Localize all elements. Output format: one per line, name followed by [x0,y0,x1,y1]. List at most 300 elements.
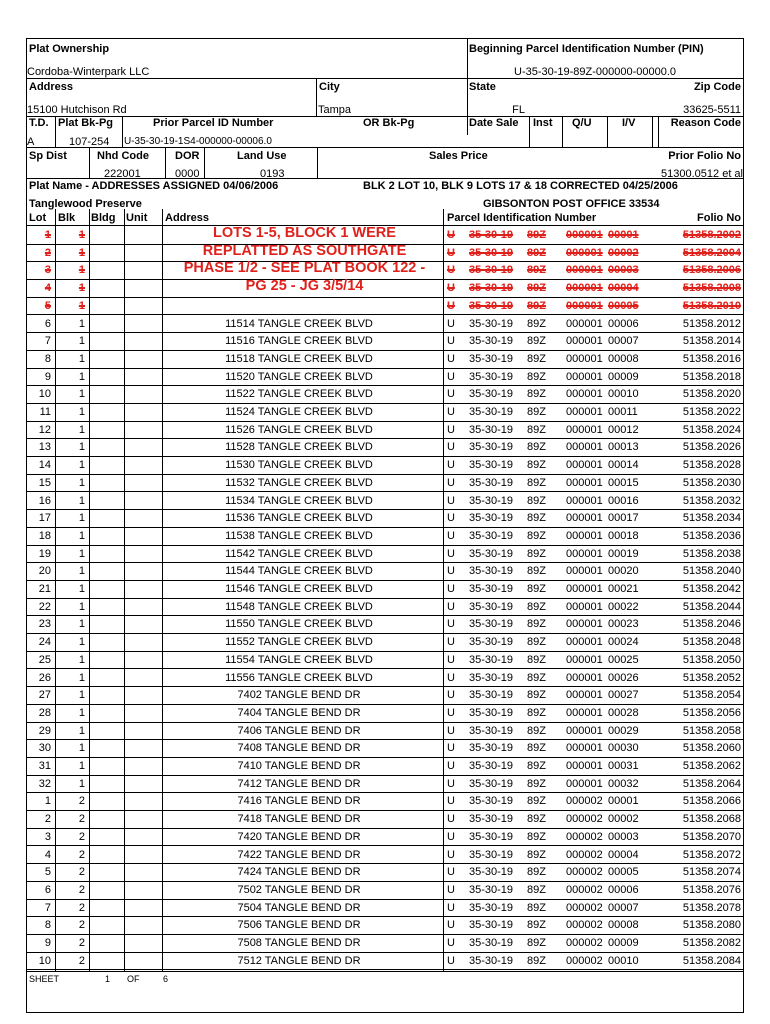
pin-block-cell: 000001 [566,317,603,330]
pin-lot-cell: 00017 [608,512,639,525]
pin-lot-cell: 00015 [608,476,639,489]
address-cell: 7504 TANGLE BEND DR [237,901,361,914]
pin-section-cell: 35-30-19 [469,299,514,312]
blk-cell: 2 [78,813,85,826]
pin-section-cell: 35-30-19 [469,883,514,896]
pin-lot-cell: 00029 [608,724,639,737]
pin-sub-cell: 89Z [527,282,546,295]
prior-parcel-value: U-35-30-19-1S4-000000-00006.0 [124,136,272,147]
table-row [27,670,743,688]
sp-dist-label: Sp Dist [29,150,67,162]
address-cell: 11534 TANGLE CREEK BLVD [225,494,373,507]
folio-cell: 51358.2062 [682,760,741,772]
table-row [27,882,743,900]
blk-cell: 1 [78,742,85,755]
table-row [27,404,743,422]
pin-prefix-cell: U [447,653,455,666]
table-row [27,351,743,369]
plat-name-line: Plat Name - ADDRESSES ASSIGNED 04/06/2006 [29,180,279,192]
pin-prefix-cell: U [447,742,455,755]
pin-prefix-cell: U [447,264,455,277]
pin-block-cell: 000001 [566,388,603,401]
lot-cell: 7 [44,901,51,914]
pin-sub-cell: 89Z [527,246,546,259]
lot-cell: 26 [38,671,51,684]
pin-sub-cell: 89Z [527,919,546,932]
pin-block-cell: 000001 [566,476,603,489]
lot-cell: 19 [38,547,51,560]
lot-cell: 7 [44,335,51,348]
lot-cell: 32 [38,777,51,790]
table-row [27,917,743,935]
col-bldg: Bldg [91,212,116,224]
pin-lot-cell: 00016 [608,494,639,507]
city-label: City [319,81,340,93]
address-cell: 11544 TANGLE CREEK BLVD [225,565,373,578]
pin-sub-cell: 89Z [527,600,546,613]
address-cell: 11516 TANGLE CREEK BLVD [225,335,373,348]
pin-lot-cell: 00004 [608,848,639,861]
pin-block-cell: 000001 [566,406,603,418]
pin-sub-cell: 89Z [527,229,546,241]
folio-cell: 51358.2012 [682,317,741,330]
pin-block-cell: 000001 [566,246,603,259]
pin-lot-cell: 00025 [608,653,639,666]
replat-note-line: PG 25 - JG 3/5/14 [245,278,364,295]
pin-lot-cell: 00019 [608,547,639,560]
plat-ownership-sheet [26,38,744,1013]
blk-cell: 2 [78,830,85,843]
pin-block-cell: 000001 [566,742,603,755]
blk-cell: 1 [78,317,85,330]
pin-sub-cell: 89Z [527,760,546,772]
pin-sub-cell: 89Z [527,901,546,914]
folio-cell: 51358.2004 [682,246,741,259]
subdivision-name: Tanglewood Preserve [29,198,142,210]
pin-prefix-cell: U [447,937,455,949]
lot-cell: 29 [38,724,51,737]
folio-cell: 51358.2084 [682,954,741,967]
pin-sub-cell: 89Z [527,724,546,737]
col-address: Address [165,212,210,224]
pin-block-cell: 000001 [566,636,603,649]
pin-section-cell: 35-30-19 [469,795,514,808]
plat-ownership-value: Cordoba-Winterpark LLC [27,66,150,78]
pin-lot-cell: 00012 [608,423,639,436]
pin-lot-cell: 00010 [608,954,639,967]
pin-lot-cell: 00005 [608,866,639,879]
address-cell: 11526 TANGLE CREEK BLVD [225,423,373,436]
folio-cell: 51358.2010 [682,299,741,312]
blk-cell: 1 [78,388,85,401]
blk-cell: 1 [78,352,85,365]
table-row [27,811,743,829]
address-cell: 7410 TANGLE BEND DR [237,760,361,772]
pin-block-cell: 000001 [566,494,603,507]
table-row [27,510,743,528]
blk-cell: 2 [78,901,85,914]
plat-bkpg-label: Plat Bk-Pg [58,117,114,129]
blk-cell: 1 [78,618,85,631]
table-row [27,457,743,475]
replat-note-line: REPLATTED AS SOUTHGATE [202,242,407,259]
address-cell: 7506 TANGLE BEND DR [237,919,361,932]
blk-cell: 1 [78,299,85,312]
address-cell: 11532 TANGLE CREEK BLVD [225,476,373,489]
lot-cell: 11 [39,406,51,418]
pin-prefix-cell: U [447,671,455,684]
lot-cell: 4 [44,282,51,295]
pin-sub-cell: 89Z [527,388,546,401]
pin-section-cell: 35-30-19 [469,866,514,879]
sheet-of-label: OF [127,974,140,984]
table-row [27,829,743,847]
plat-ownership-label: Plat Ownership [29,43,110,55]
lot-cell: 17 [38,512,51,525]
td-value: A [27,136,35,148]
col-unit: Unit [126,212,148,224]
lot-cell: 21 [38,583,51,595]
folio-cell: 51358.2022 [682,406,741,418]
blk-cell: 1 [78,494,85,507]
pin-block-cell: 000001 [566,459,603,472]
pin-sub-cell: 89Z [527,937,546,949]
beginning-pin-label: Beginning Parcel Identification Number (PIN) [469,43,704,55]
pin-block-cell: 000001 [566,529,603,542]
sales-price-label: Sales Price [429,150,488,162]
pin-section-cell: 35-30-19 [469,618,514,631]
qu-label: Q/U [572,117,592,129]
pin-lot-cell: 00007 [608,335,639,348]
pin-prefix-cell: U [447,724,455,737]
pin-section-cell: 35-30-19 [469,848,514,861]
folio-cell: 51358.2026 [682,441,741,454]
pin-block-cell: 000001 [566,282,603,295]
table-row [27,616,743,634]
address-cell: 11552 TANGLE CREEK BLVD [225,636,373,649]
folio-cell: 51358.2020 [682,388,741,401]
replat-note-line: PHASE 1/2 - SEE PLAT BOOK 122 - [183,260,426,277]
city-value: Tampa [318,104,352,116]
pin-block-cell: 000002 [566,919,603,932]
pin-lot-cell: 00013 [608,441,639,454]
pin-block-cell: 000001 [566,335,603,348]
folio-cell: 51358.2072 [682,848,741,861]
address-cell: 11556 TANGLE CREEK BLVD [225,671,373,684]
pin-lot-cell: 00014 [608,459,639,472]
dor-label: DOR [175,150,200,162]
lot-cell: 5 [44,866,51,879]
pin-block-cell: 000001 [566,299,603,312]
pin-section-cell: 35-30-19 [469,370,514,383]
lot-cell: 14 [38,459,51,472]
pin-sub-cell: 89Z [527,742,546,755]
pin-sub-cell: 89Z [527,671,546,684]
folio-cell: 51358.2070 [682,830,741,843]
pin-section-cell: 35-30-19 [469,512,514,525]
pin-block-cell: 000001 [566,689,603,702]
pin-sub-cell: 89Z [527,706,546,719]
pin-sub-cell: 89Z [527,866,546,879]
pin-lot-cell: 00031 [608,760,639,772]
table-row [27,705,743,723]
pin-prefix-cell: U [447,512,455,525]
pin-section-cell: 35-30-19 [469,653,514,666]
pin-sub-cell: 89Z [527,813,546,826]
pin-lot-cell: 00005 [608,299,639,312]
folio-cell: 51358.2038 [682,547,741,560]
pin-sub-cell: 89Z [527,777,546,790]
pin-section-cell: 35-30-19 [469,830,514,843]
folio-cell: 51358.2076 [682,883,741,896]
lot-cell: 8 [44,352,51,365]
pin-sub-cell: 89Z [527,476,546,489]
pin-prefix-cell: U [447,352,455,365]
pin-sub-cell: 89Z [527,264,546,277]
pin-block-cell: 000002 [566,883,603,896]
blk-cell: 2 [78,937,85,949]
pin-prefix-cell: U [447,901,455,914]
address-cell: 11546 TANGLE CREEK BLVD [225,583,373,595]
lot-cell: 24 [38,636,51,649]
lot-cell: 2 [44,813,51,826]
pin-lot-cell: 00023 [608,618,639,631]
table-row [27,776,743,794]
sheet-total: 6 [163,974,169,984]
lot-cell: 20 [38,565,51,578]
lot-cell: 2 [44,246,51,259]
pin-lot-cell: 00026 [608,671,639,684]
address-cell: 11548 TANGLE CREEK BLVD [225,600,373,613]
blk-cell: 1 [78,476,85,489]
folio-cell: 51358.2074 [682,866,741,879]
folio-cell: 51358.2050 [682,653,741,666]
land-use-value: 0193 [260,168,285,180]
folio-cell: 51358.2058 [682,724,741,737]
table-row [27,369,743,387]
blk-cell: 1 [78,706,85,719]
table-row [27,563,743,581]
folio-cell: 51358.2068 [682,813,741,826]
folio-cell: 51358.2040 [682,565,741,578]
pin-lot-cell: 00028 [608,706,639,719]
pin-sub-cell: 89Z [527,529,546,542]
col-blk: Blk [58,212,76,224]
folio-cell: 51358.2048 [682,636,741,649]
address-cell: 11538 TANGLE CREEK BLVD [225,529,373,542]
table-row [27,581,743,599]
pin-section-cell: 35-30-19 [469,706,514,719]
pin-section-cell: 35-30-19 [469,547,514,560]
pin-prefix-cell: U [447,459,455,472]
address-cell: 11542 TANGLE CREEK BLVD [225,547,373,560]
table-row [27,847,743,865]
pin-section-cell: 35-30-19 [469,954,514,967]
pin-lot-cell: 00027 [608,689,639,702]
pin-sub-cell: 89Z [527,352,546,365]
pin-sub-cell: 89Z [527,830,546,843]
blk-cell: 1 [78,565,85,578]
pin-lot-cell: 00010 [608,388,639,401]
pin-section-cell: 35-30-19 [469,406,514,418]
folio-cell: 51358.2056 [682,706,741,719]
folio-cell: 51358.2006 [682,264,741,277]
pin-prefix-cell: U [447,883,455,896]
lot-cell: 28 [38,706,51,719]
blk-cell: 1 [78,600,85,613]
address-cell: 7422 TANGLE BEND DR [237,848,361,861]
pin-sub-cell: 89Z [527,583,546,595]
pin-prefix-cell: U [447,813,455,826]
pin-block-cell: 000002 [566,954,603,967]
address-cell: 11524 TANGLE CREEK BLVD [225,406,373,418]
pin-block-cell: 000001 [566,264,603,277]
pin-prefix-cell: U [447,636,455,649]
pin-section-cell: 35-30-19 [469,724,514,737]
nhd-code-label: Nhd Code [97,150,149,162]
address-cell: 7424 TANGLE BEND DR [237,866,361,879]
pin-sub-cell: 89Z [527,494,546,507]
pin-block-cell: 000001 [566,724,603,737]
pin-block-cell: 000001 [566,352,603,365]
pin-section-cell: 35-30-19 [469,335,514,348]
pin-lot-cell: 00002 [608,813,639,826]
pin-section-cell: 35-30-19 [469,388,514,401]
pin-sub-cell: 89Z [527,547,546,560]
pin-sub-cell: 89Z [527,406,546,418]
table-row [27,546,743,564]
pin-prefix-cell: U [447,547,455,560]
folio-cell: 51358.2016 [682,352,741,365]
folio-cell: 51358.2042 [682,583,741,595]
table-row [27,298,743,316]
blk-cell: 2 [78,883,85,896]
table-row [27,475,743,493]
pin-section-cell: 35-30-19 [469,494,514,507]
col-lot: Lot [29,212,47,224]
lot-cell: 12 [38,423,51,436]
blk-cell: 1 [78,689,85,702]
table-row [27,528,743,546]
blk-cell: 1 [78,264,85,277]
lot-cell: 6 [44,317,51,330]
pin-prefix-cell: U [447,406,455,418]
pin-block-cell: 000001 [566,583,603,595]
blk-cell: 1 [78,529,85,542]
pin-sub-cell: 89Z [527,441,546,454]
table-row [27,740,743,758]
blk-cell: 1 [78,671,85,684]
or-bkpg-label: OR Bk-Pg [363,117,415,129]
address-cell: 7404 TANGLE BEND DR [237,706,361,719]
zip-label: Zip Code [693,81,741,93]
pin-block-cell: 000001 [566,671,603,684]
table-row [27,422,743,440]
pin-lot-cell: 00022 [608,600,639,613]
pin-lot-cell: 00006 [608,883,639,896]
pin-block-cell: 000001 [566,370,603,383]
beginning-pin-value: U-35-30-19-89Z-000000-00000.0 [514,66,677,78]
pin-prefix-cell: U [447,317,455,330]
pin-section-cell: 35-30-19 [469,264,514,277]
pin-prefix-cell: U [447,848,455,861]
address-cell: 7512 TANGLE BEND DR [237,954,361,967]
pin-sub-cell: 89Z [527,954,546,967]
lot-cell: 1 [44,795,51,808]
pin-section-cell: 35-30-19 [469,600,514,613]
blk-cell: 1 [78,760,85,772]
blk-cell: 1 [78,777,85,790]
table-row [27,758,743,776]
pin-section-cell: 35-30-19 [469,352,514,365]
pin-section-cell: 35-30-19 [469,689,514,702]
table-row [27,935,743,953]
pin-sub-cell: 89Z [527,795,546,808]
table-row [27,793,743,811]
folio-cell: 51358.2018 [682,370,741,383]
table-row [27,953,743,971]
pin-lot-cell: 00006 [608,317,639,330]
folio-cell: 51358.2044 [682,600,741,613]
pin-block-cell: 000001 [566,512,603,525]
pin-section-cell: 35-30-19 [469,636,514,649]
pin-block-cell: 000002 [566,901,603,914]
lot-cell: 9 [44,370,51,383]
table-row [27,333,743,351]
blk-cell: 1 [78,547,85,560]
col-folio: Folio No [697,212,741,224]
blk-cell: 2 [78,848,85,861]
pin-prefix-cell: U [447,706,455,719]
lot-cell: 18 [38,529,51,542]
pin-sub-cell: 89Z [527,565,546,578]
pin-sub-cell: 89Z [527,299,546,312]
pin-lot-cell: 00020 [608,565,639,578]
pin-lot-cell: 00004 [608,282,639,295]
pin-block-cell: 000002 [566,795,603,808]
pin-lot-cell: 00008 [608,352,639,365]
folio-cell: 51358.2066 [682,795,741,808]
pin-section-cell: 35-30-19 [469,937,514,949]
pin-lot-cell: 00009 [608,937,639,949]
folio-cell: 51358.2024 [682,423,741,436]
pin-sub-cell: 89Z [527,653,546,666]
address-cell: 11550 TANGLE CREEK BLVD [225,618,373,631]
pin-lot-cell: 00007 [608,901,639,914]
pin-section-cell: 35-30-19 [469,583,514,595]
pin-block-cell: 000002 [566,813,603,826]
address-cell: 7406 TANGLE BEND DR [237,724,361,737]
table-row [27,687,743,705]
address-cell: 7416 TANGLE BEND DR [237,795,361,808]
pin-block-cell: 000001 [566,706,603,719]
nhd-code-value: 222001 [104,168,141,180]
lot-cell: 23 [38,618,51,631]
pin-section-cell: 35-30-19 [469,459,514,472]
pin-prefix-cell: U [447,919,455,932]
pin-sub-cell: 89Z [527,459,546,472]
address-cell: 11528 TANGLE CREEK BLVD [225,441,373,454]
table-row [27,599,743,617]
iv-label: I/V [622,117,636,129]
pin-block-cell: 000001 [566,777,603,790]
address-cell: 11520 TANGLE CREEK BLVD [225,370,373,383]
folio-cell: 51358.2008 [682,282,741,295]
pin-block-cell: 000001 [566,760,603,772]
pin-lot-cell: 00030 [608,742,639,755]
state-value: FL [512,104,525,116]
pin-prefix-cell: U [447,777,455,790]
